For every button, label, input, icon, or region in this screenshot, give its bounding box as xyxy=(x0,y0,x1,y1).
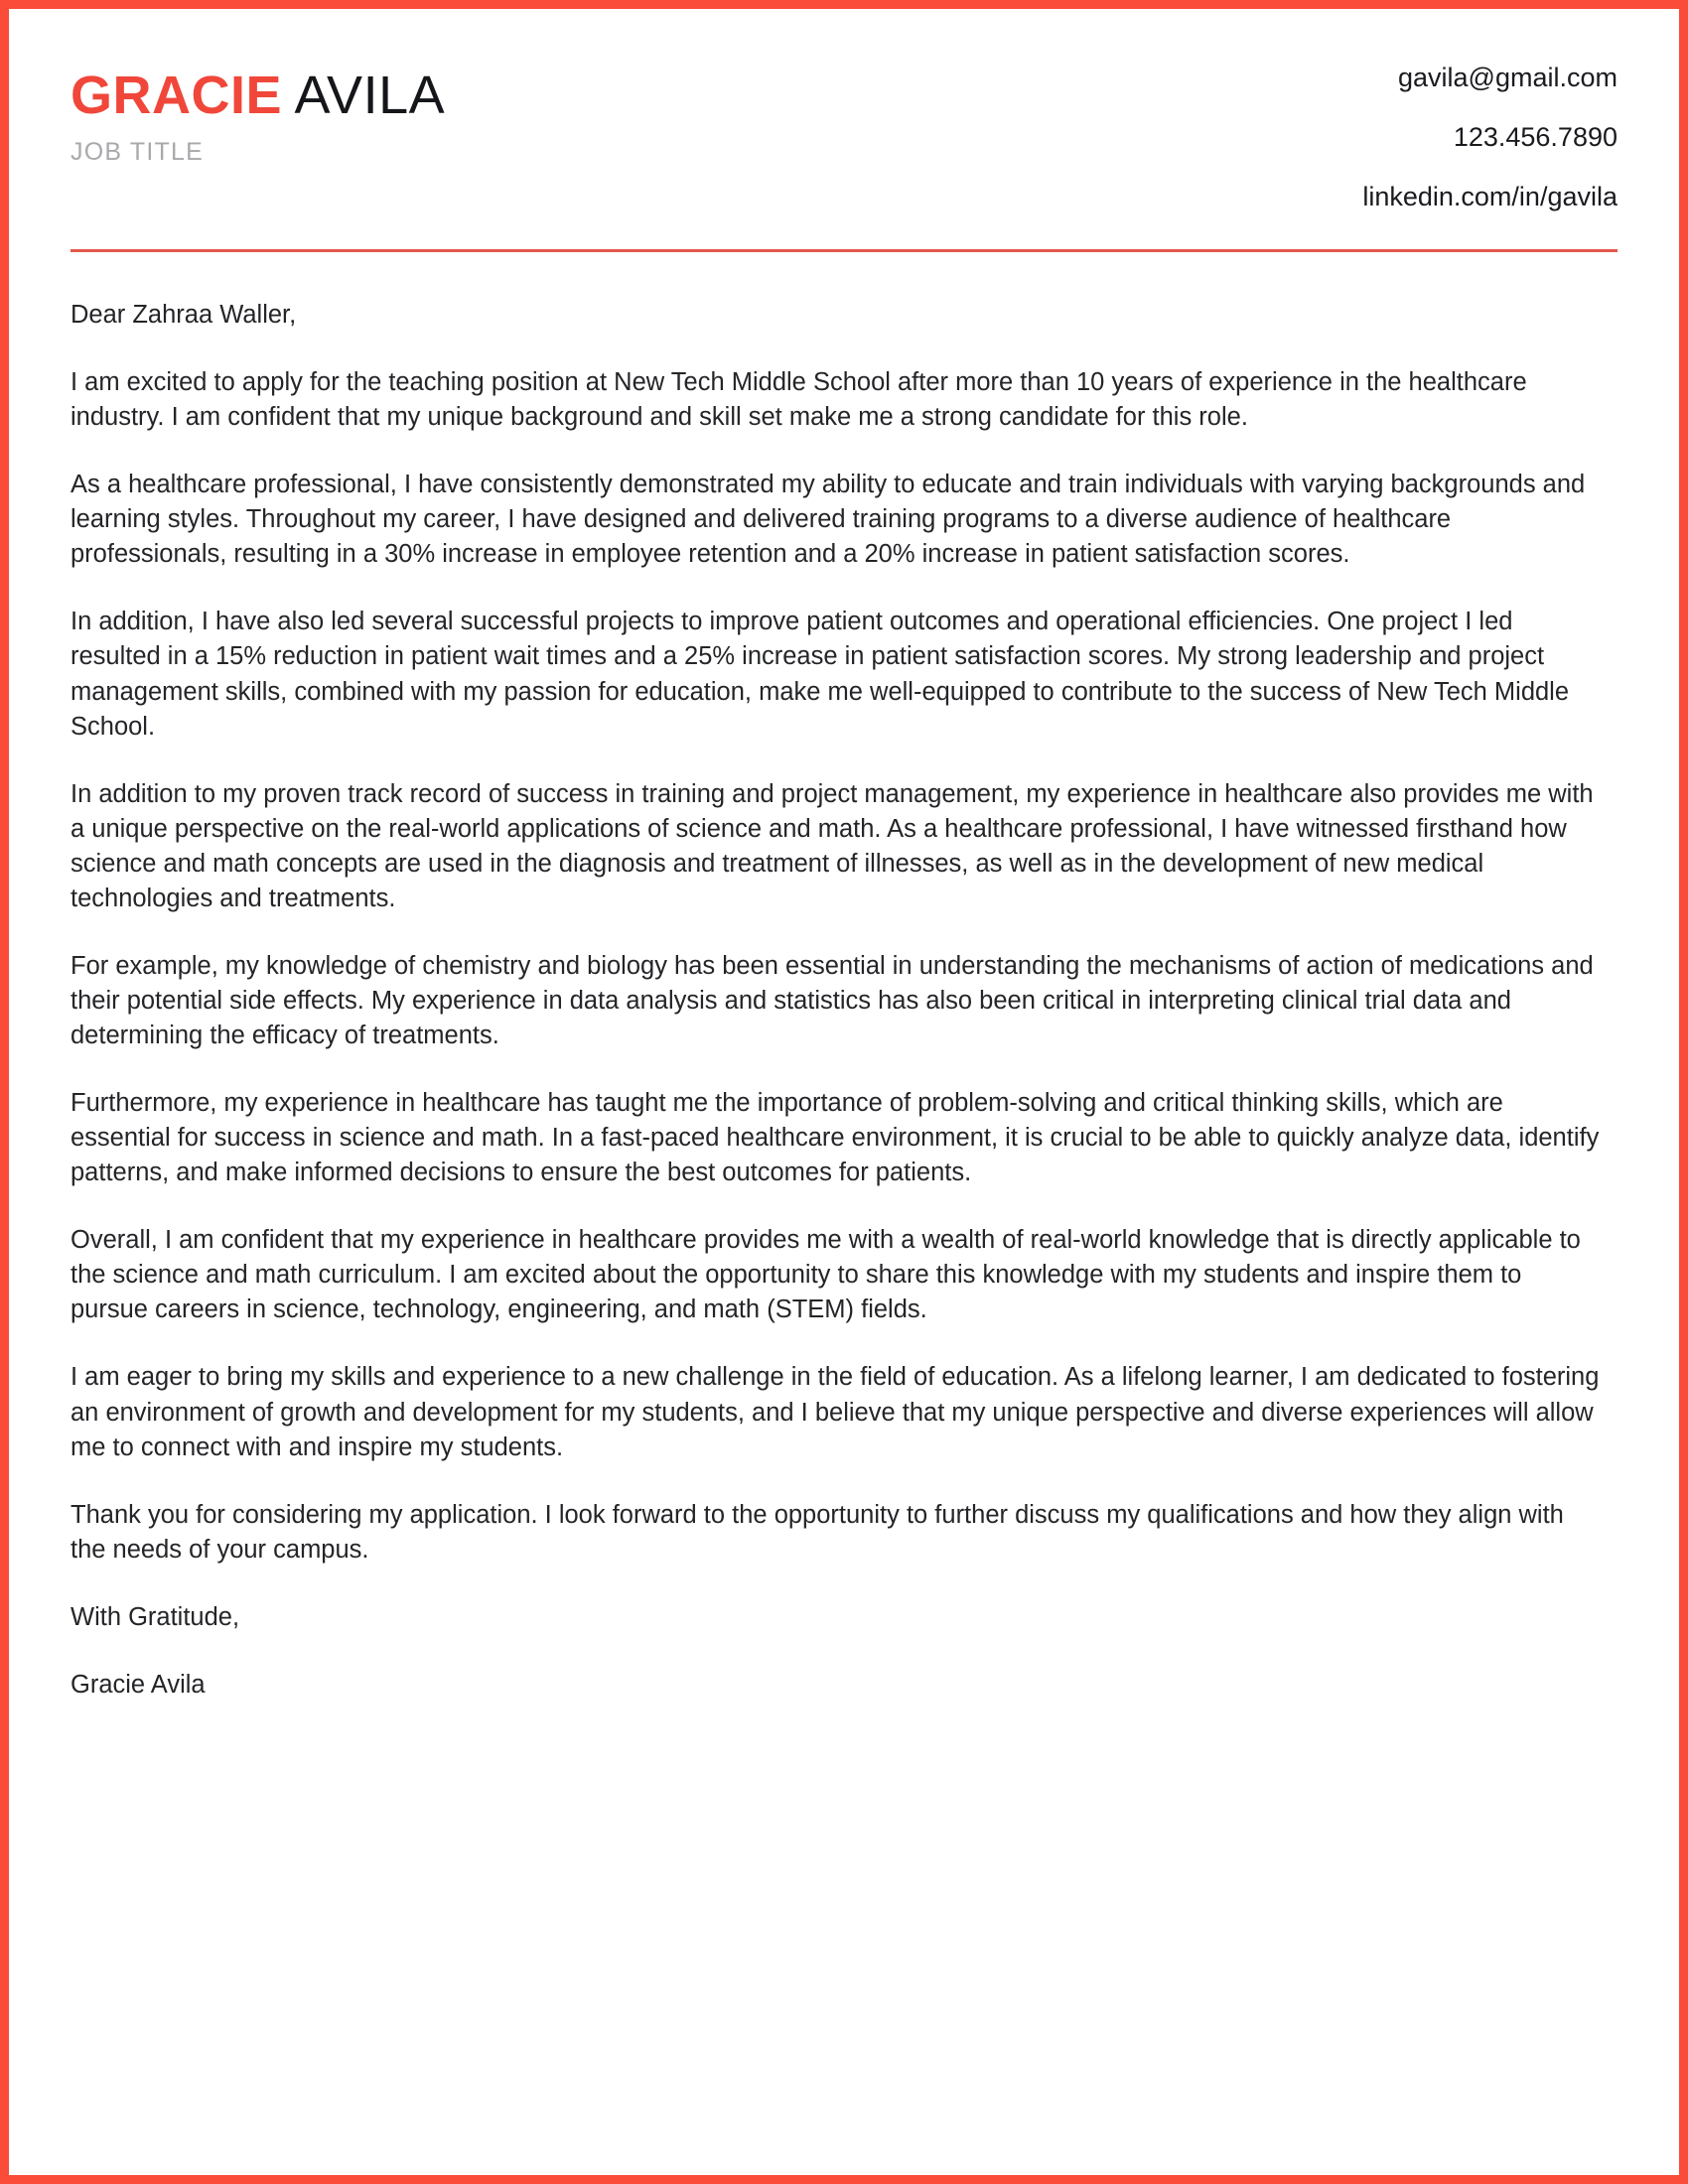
letter-body xyxy=(61,252,1627,1703)
page-content xyxy=(9,9,1679,2175)
salutation: Dear Zahraa Waller, xyxy=(70,301,297,329)
body-paragraph: Thank you for considering my application. I look forward to the opportunity to further discuss my qualifications and how they align with the needs of your campus. xyxy=(70,1500,1564,1564)
closing-salutation: With Gratitude, xyxy=(70,1602,240,1631)
letter-header xyxy=(61,51,1627,227)
body-paragraph: In addition to my proven track record of success in training and project management, my experience in healthcare also provides me with a unique perspective on the real-world applications of science and math. As a healthcare professional, I have witnessed firsthand how science and math concepts are used in the diagnosis and treatment of illnesses, as well as in the development of new medical technologies and treatments. xyxy=(70,779,1594,912)
job-title: JOB TITLE xyxy=(70,138,204,166)
body-paragraph: I am eager to bring my skills and experience to a new challenge in the field of education. As a lifelong learner, I am dedicated to fostering an environment of growth and development for my students, and I believe that my unique perspective and diverse experiences will allow me to connect with and inspire my students. xyxy=(70,1363,1600,1461)
signature-name: Gracie Avila xyxy=(70,1670,206,1699)
body-paragraph: For example, my knowledge of chemistry and biology has been essential in understanding the mechanisms of action of medications and their potential side effects. My experience in data analysis and statistics has also been critical in interpreting clinical trial data and determining the efficacy of treatments. xyxy=(70,951,1594,1049)
body-paragraph: Furthermore, my experience in healthcare has taught me the importance of problem-solving and critical thinking skills, which are essential for success in science and math. In a fast-paced healthcare environment, it is crucial to be able to quickly analyze data, identify patterns, and make informed decisions to ensure the best outcomes for patients. xyxy=(70,1089,1600,1187)
identity-block xyxy=(70,61,445,167)
body-paragraph: I am excited to apply for the teaching position at New Tech Middle School after more than 10 years of experience in the healthcare industry. I am confident that my unique background and skill set make me a strong candidate for this role. xyxy=(70,368,1527,432)
full-name xyxy=(70,66,446,125)
body-paragraph: In addition, I have also led several successful projects to improve patient outcomes and operational efficiencies. One project I led resulted in a 15% reduction in patient wait times and a 25% increase in patient satisfaction scores. My strong leadership and project management skills, combined with my passion for education, make me well-equipped to contribute to the success of New Tech Middle School. xyxy=(70,608,1570,741)
body-paragraph: As a healthcare professional, I have consistently demonstrated my ability to educate and train individuals with varying backgrounds and learning styles. Throughout my career, I have designed and delivered training programs to a diverse audience of healthcare professionals, resulting in a 30% increase in employee retention and a 20% increase in patient satisfaction scores. xyxy=(70,471,1586,569)
contact-phone[interactable]: 123.456.7890 xyxy=(1453,122,1618,152)
first-name: GRACIE xyxy=(70,66,283,125)
contact-block xyxy=(1362,61,1618,210)
contact-email[interactable]: gavila@gmail.com xyxy=(1398,63,1618,92)
body-paragraph: Overall, I am confident that my experience in healthcare provides me with a wealth of real-world knowledge that is directly applicable to the science and math curriculum. I am excited about the opportunity to share this knowledge with my students and inspire them to pursue careers in science, technology, engineering, and math (STEM) fields. xyxy=(70,1226,1581,1324)
contact-linkedin[interactable]: linkedin.com/in/gavila xyxy=(1362,182,1618,211)
last-name: AVILA xyxy=(294,66,446,125)
